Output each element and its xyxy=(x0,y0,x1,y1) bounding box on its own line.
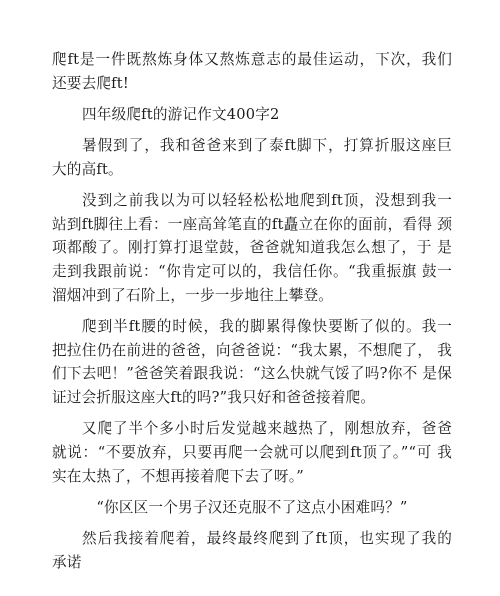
paragraph-1: 爬ft是一件既熬炼身体又熬炼意志的最佳运动，下次，我们 还要去爬ft! xyxy=(52,51,452,92)
section-heading: 四年级爬ft的游记作文400字2 xyxy=(82,105,280,123)
paragraph-8: 然后我接着爬着，最终最终爬到了ft顶，也实现了我的 承诺 xyxy=(52,530,452,571)
document-page xyxy=(52,48,452,582)
paragraph-5: 爬到半ft腰的时候，我的脚累得像快要断了似的。我一 把拉住仍在前进的爸爸，向爸爸说：“我太累，不想爬了， 我们下去吧！”爸爸笑着跟我说：“这么快就气馁了吗?你不 是保证过会折服这座大ft的吗?”我只好和爸爸接着爬。 xyxy=(52,318,452,407)
paragraph-4: 没到之前我以为可以轻轻松松地爬到ft顶，没想到我一 站到ft脚往上看：一座高耸笔直的ft矗立在你的面前，看得 颈项都酸了。刚打算打退堂鼓，爸爸就知道我怎么想了，于 是走到我跟前说：“你肯定可以的，我信任你。“我重振旗 鼓一溜烟冲到了石阶上，一步一步地往上攀登。 xyxy=(52,192,452,304)
paragraph-6: 又爬了半个多小时后发觉越来越热了，刚想放弃，爸爸 就说：“不要放弃，只要再爬一会就可以爬到ft顶了。”“可 我实在太热了，不想再接着爬下去了呀。” xyxy=(52,420,452,485)
paragraph-3: 暑假到了，我和爸爸来到了泰ft脚下，打算折服这座巨 大的高ft。 xyxy=(52,137,452,178)
paragraph-7-quote: “你区区一个男子汉还克服不了这点小困难吗？” xyxy=(96,498,408,516)
